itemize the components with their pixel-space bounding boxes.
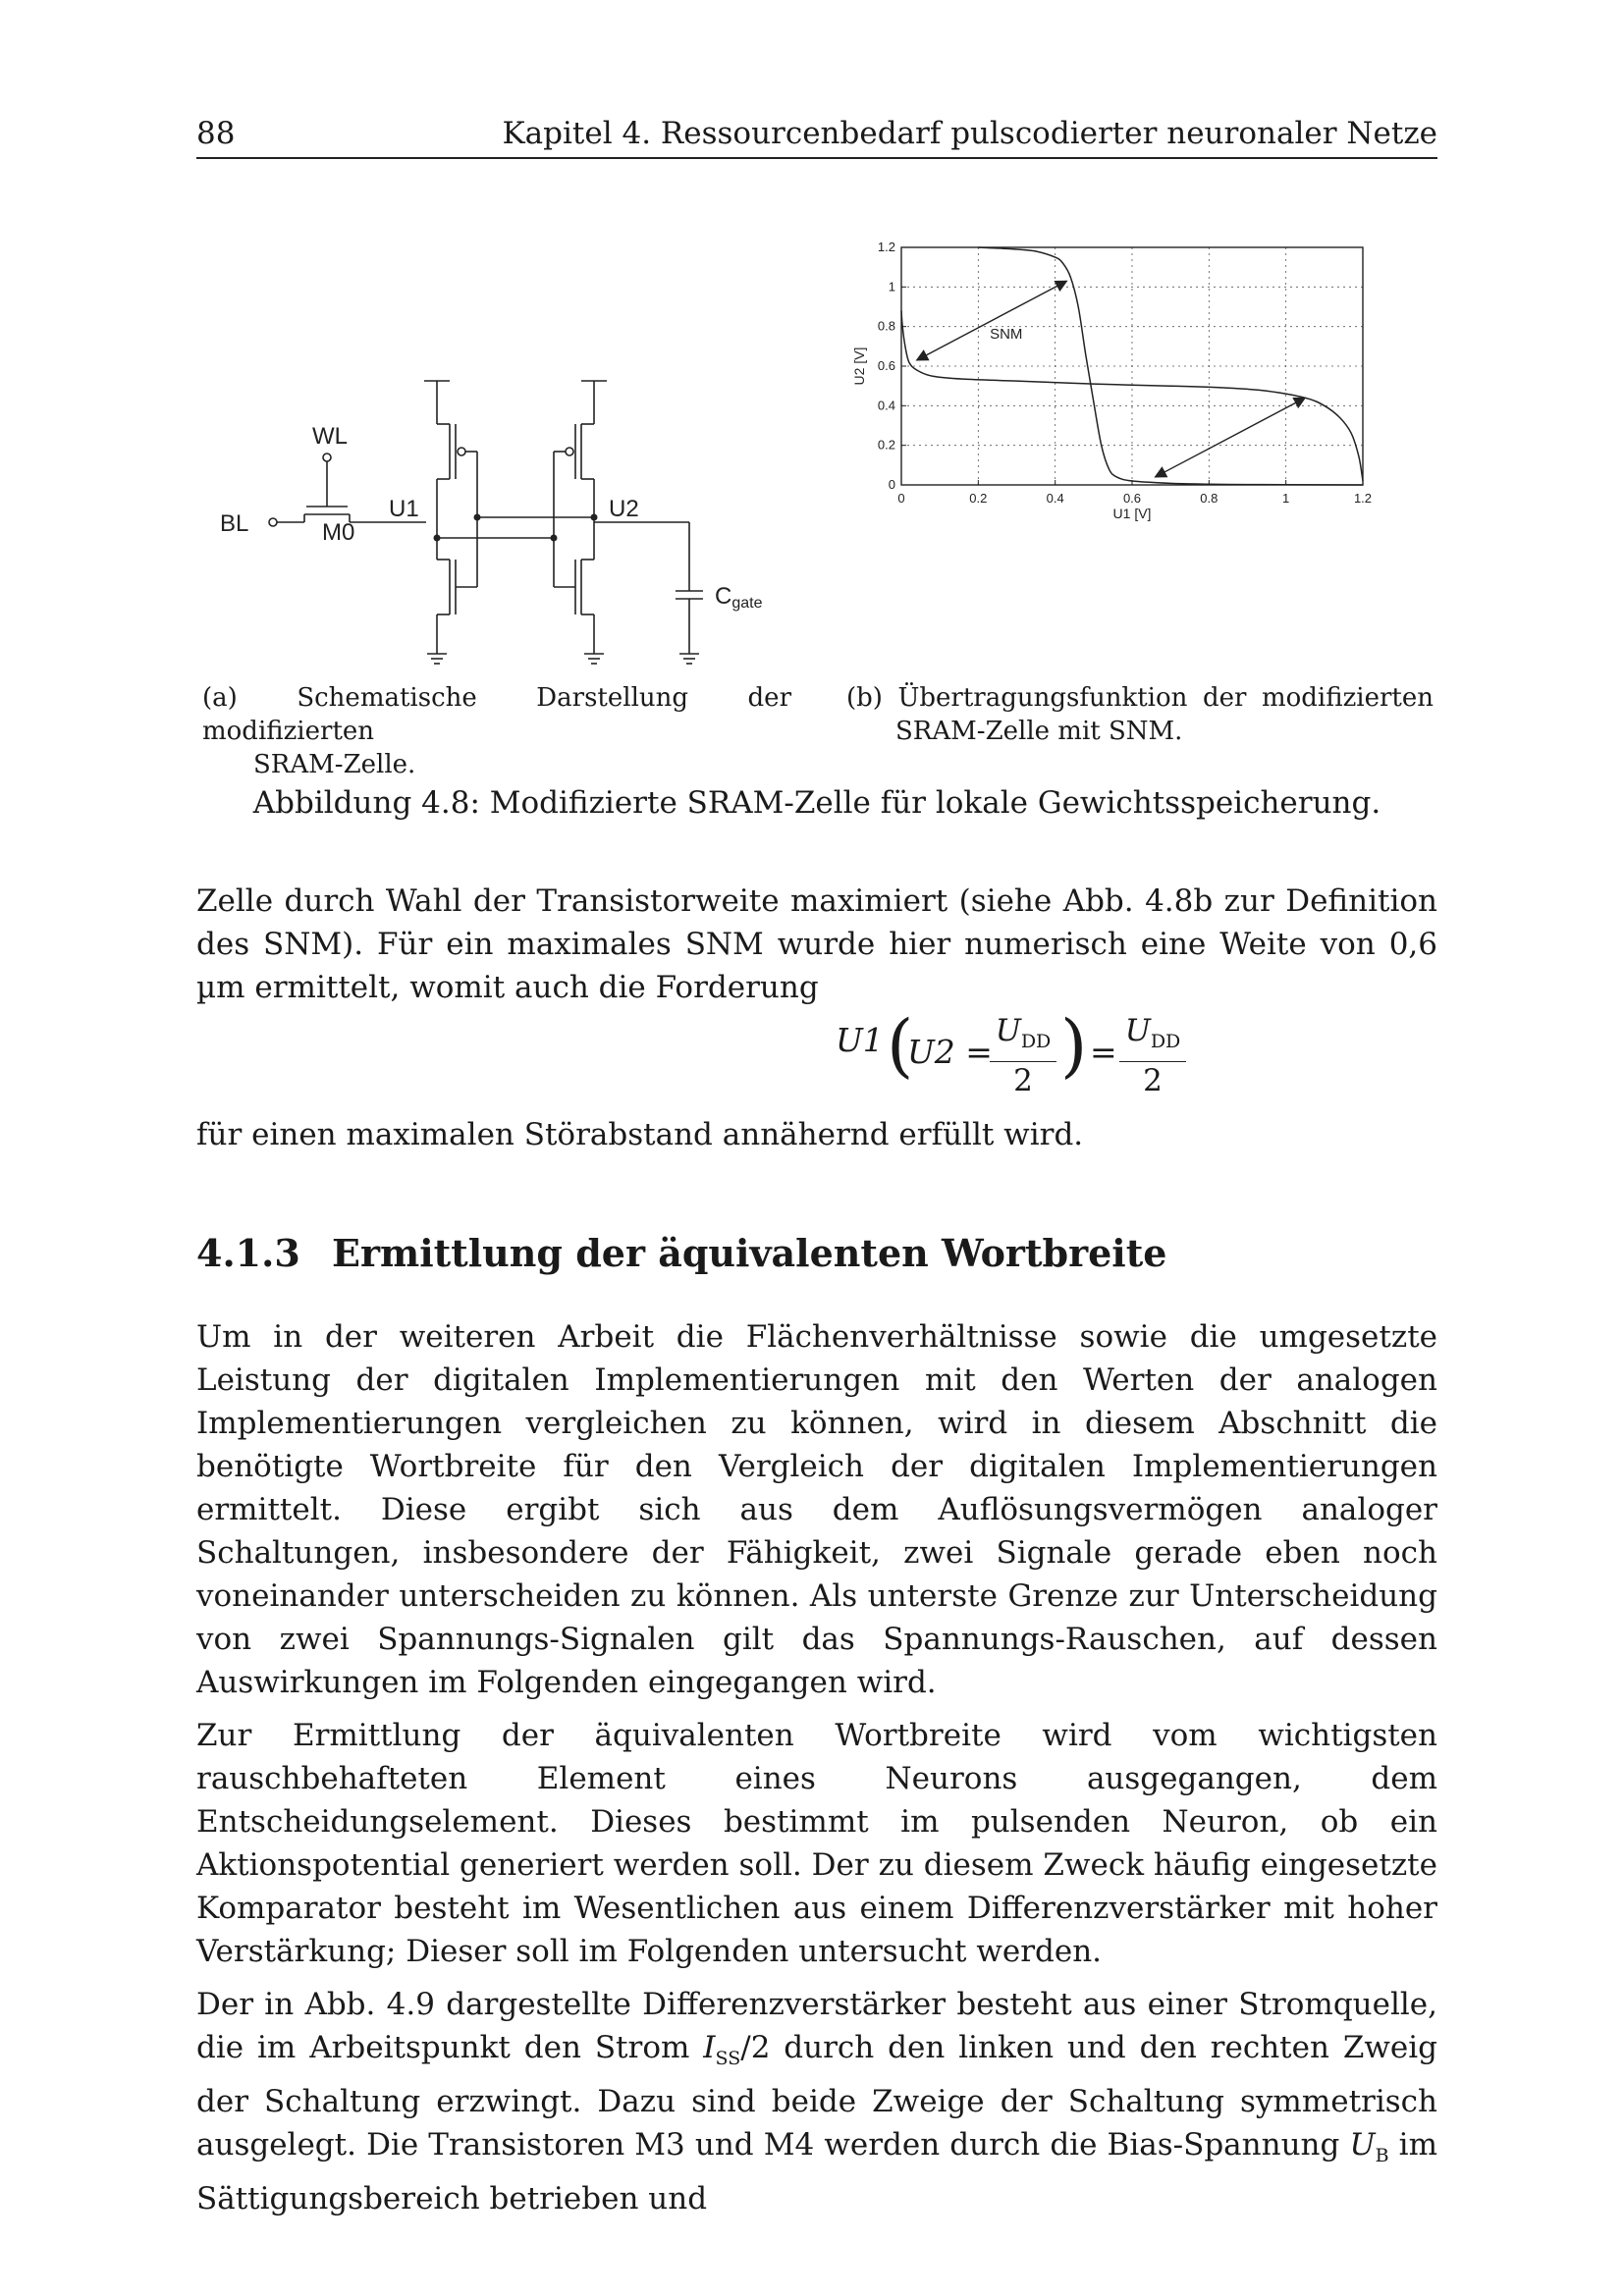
y-tick-label: 1.2 <box>877 240 895 254</box>
equation <box>196 1005 1437 1109</box>
ub-subscript: B <box>1375 2145 1389 2167</box>
transfer-function-plot <box>844 236 1414 672</box>
snm-annotation: SNM <box>990 325 1023 343</box>
y-tick-label: 0.4 <box>877 398 895 413</box>
section-heading <box>196 1231 1166 1275</box>
figure-caption: Abbildung 4.8: Modifizierte SRAM-Zelle für lokale Gewichtsspeicherung. <box>252 785 1381 821</box>
header-rule <box>196 157 1437 159</box>
cgate-label: Cgate <box>715 583 763 612</box>
eq-fraction-1 <box>990 1011 1056 1099</box>
plot-grid <box>901 247 1363 485</box>
series-line <box>978 247 1363 485</box>
eq-equals: = <box>1090 1033 1117 1071</box>
caption-a-line2: SRAM-Zelle. <box>253 750 416 779</box>
snm-arrow <box>917 281 1067 360</box>
sram-schematic <box>206 363 795 687</box>
page-number: 88 <box>196 116 236 151</box>
bl-label: BL <box>220 510 249 537</box>
x-axis-label: U1 [V] <box>1112 506 1152 521</box>
eq-frac1-sub: DD <box>1020 1031 1052 1053</box>
caption-b-line1: (b) Übertragungsfunktion der modifizierten <box>846 683 1434 713</box>
u2-label: U2 <box>609 496 639 522</box>
section-title: Ermittlung der äquivalenten Wortbreite <box>332 1231 1167 1275</box>
y-tick-label: 0 <box>888 477 895 492</box>
m0-label: M0 <box>322 519 355 546</box>
eq-frac2-den: 2 <box>1119 1061 1186 1099</box>
caption-a <box>202 681 791 781</box>
y-tick-label: 0.8 <box>877 318 895 334</box>
body-column <box>196 1315 1437 2230</box>
plot-ticks <box>878 240 1372 506</box>
paragraph-3: Um in der weiteren Arbeit die Flächenverhältnisse sowie die umgesetzte Leistung der digitalen Implementierungen mit den Werten der analogen Implementierungen vergleichen zu können, wird in diesem Abschnitt die benötigte Wortbreite für den Vergleich der digitalen Implementierungen ermittelt. Diese ergibt sich aus dem Auflösungsvermögen analoger Schaltungen, insbesondere der Fähigkeit, zwei Signale gerade eben noch voneinander unterscheiden zu können. Als unterste Grenze zur Unterscheidung von zwei Spannungs-Signalen gilt das Spannungs-Rauschen, auf dessen Auswirkungen im Folgenden eingegangen wird. <box>196 1319 1437 1700</box>
y-axis-label: U2 [V] <box>851 347 867 386</box>
eq-fraction-2 <box>1119 1011 1186 1099</box>
eq-frac2-sub: DD <box>1150 1031 1181 1053</box>
wl-label: WL <box>312 423 348 450</box>
caption-b-line2: SRAM-Zelle mit SNM. <box>895 717 1183 746</box>
paragraph-5 <box>196 1983 1437 2220</box>
paragraph-4: Zur Ermittlung der äquivalenten Wortbreite wird vom wichtigsten rauschbehafteten Element eines Neurons ausgegangen, dem Entscheidungselement. Dieses bestimmt im pulsenden Neuron, ob ein Aktionspotential generiert werden soll. Der zu diesem Zweck häufig eingesetzte Komparator besteht im Wesentlichen aus einem Differenzverstärker mit hoher Verstärkung; Dieser soll im Folgenden untersucht werden. <box>196 1718 1437 1969</box>
y-tick-label: 0.2 <box>877 437 895 453</box>
eq-paren-open: ( <box>887 1005 914 1086</box>
x-tick-label: 0.6 <box>1122 491 1142 506</box>
eq-inner-lhs: U2 = <box>907 1033 993 1071</box>
y-tick-label: 0.6 <box>877 358 895 373</box>
bl-terminal <box>269 518 277 526</box>
eq-frac2-num: U <box>1124 1013 1151 1048</box>
para5-part-b: /2 durch den linken und den rechten Zweig der Schaltung erzwingt. Dazu sind beide Zweige der Schaltung symmetrisch ausgelegt. Die Transistoren M3 und M4 werden durch die Bias-Spannung <box>196 2030 1438 2163</box>
iss-subscript: SS <box>715 2048 741 2070</box>
ub-symbol: U <box>1349 2127 1376 2163</box>
x-tick-label: 0.4 <box>1046 491 1064 506</box>
para5-part-a: Der in Abb. 4.9 dargestellte Differenzverstärker besteht aus einer Stromquelle, die im Arbeitspunkt den Strom <box>196 1987 1437 2065</box>
x-tick-label: 0.2 <box>969 491 988 506</box>
x-tick-label: 0 <box>897 491 905 506</box>
para5-part-c: im Sättigungsbereich betrieben und <box>196 2127 1437 2217</box>
y-tick-label: 1 <box>888 279 895 294</box>
wl-terminal <box>323 454 331 461</box>
eq-frac1-num: U <box>995 1013 1021 1048</box>
caption-b <box>846 681 1434 748</box>
x-tick-label: 0.8 <box>1200 491 1218 506</box>
paragraph-1: Zelle durch Wahl der Transistorweite maximiert (siehe Abb. 4.8b zur Definition des SNM). Für ein maximales SNM wurde hier numerisch eine Weite von 0,6 µm ermittelt, womit auch die Forderung <box>196 883 1437 1005</box>
eq-frac1-den: 2 <box>990 1061 1056 1099</box>
chapter-title: Kapitel 4. Ressourcenbedarf pulscodierter neuronaler Netze <box>502 116 1437 151</box>
eq-paren-close: ) <box>1060 1005 1088 1086</box>
snm-arrow <box>1156 398 1306 477</box>
eq-lhs: U1 <box>836 1021 884 1059</box>
x-tick-label: 1.2 <box>1353 491 1373 506</box>
section-number: 4.1.3 <box>196 1231 300 1275</box>
u1-label: U1 <box>389 496 419 522</box>
iss-symbol: I <box>703 2030 716 2065</box>
paragraph-2: für einen maximalen Störabstand annähernd erfüllt wird. <box>196 1117 1084 1152</box>
x-tick-label: 1 <box>1282 491 1290 506</box>
caption-a-line1: (a) Schematische Darstellung der modifizierten <box>202 683 791 746</box>
